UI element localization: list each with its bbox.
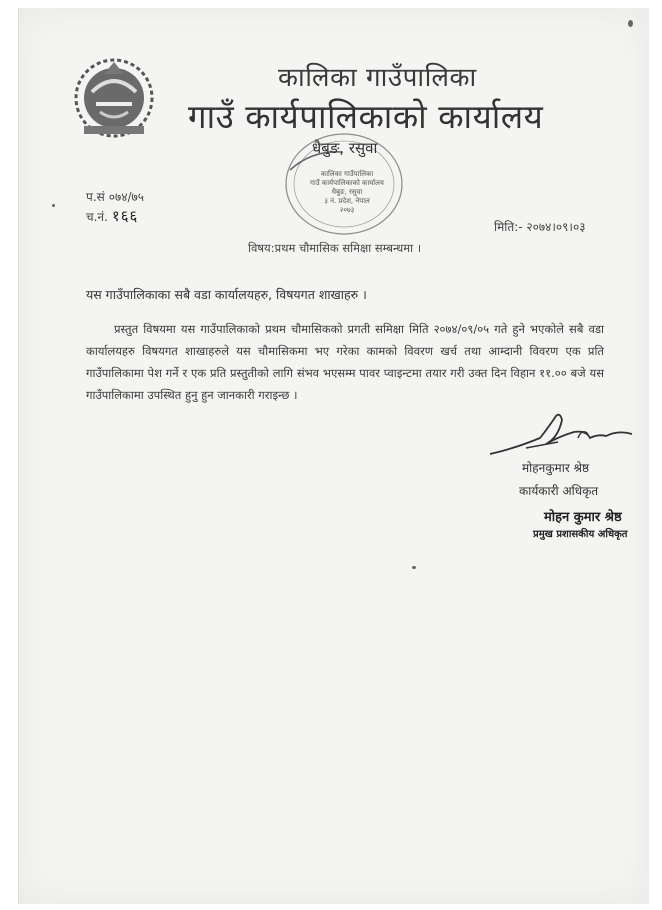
seal-place: धैबुङ, रसुवा — [312, 139, 378, 157]
letter-number — [86, 188, 144, 205]
letter-addressee: यस गाउँपालिकाका सबै वडा कार्यालयहरु, विषयगत शाखाहरु । — [86, 287, 367, 302]
signatory-title: कार्यकारी अधिकृत — [519, 484, 599, 498]
handwritten-signature-icon — [486, 408, 636, 460]
office-name: गाउँ कार्यपालिकाको कार्यालय — [188, 97, 544, 136]
seal-line: गाउँ कार्यपालिकाको कार्यालय — [310, 179, 384, 187]
letter-subject: विषय:प्रथम चौमासिक समिक्षा सम्बन्धमा । — [248, 241, 422, 255]
stamp-name: मोहन कुमार श्रेष्ठ — [544, 510, 622, 525]
dispatch-number — [86, 206, 138, 226]
letter-body: प्रस्तुत विषयमा यस गाउँपालिकाको प्रथम चौमासिकको प्रगती समिक्षा मिति २०७४/०९/०५ गते हुने भएकोले सबै वडा कार्यालयहरु विषयगत शाखाहरुले यस चौमासिकमा भए गरेका कामको विवरण खर्च तथा आम्दानी विवरण एक प्रति गाउँपालिकामा पेश गर्ने र एक प्रति प्रस्तुतीको लागि संभव भएसम्म पावर प्वाइन्टमा तयार गरी उक्त दिन विहान ११.०० बजे यस गाउँपालिकामा उपस्थित हुनु हुन जानकारी गराइन्छ । — [86, 322, 604, 402]
seal-text — [300, 170, 394, 215]
seal-line: ३ नं. प्रदेश, नेपाल — [324, 197, 370, 205]
dispatch-number-label: च.नं. — [86, 210, 108, 224]
seal-line: २०७३ — [339, 206, 355, 214]
letter-number-label: प.सं — [86, 190, 105, 204]
dispatch-number-value: १६६ — [111, 207, 139, 225]
paper-speck — [628, 20, 633, 27]
municipality-name: कालिका गाउँपालिका — [278, 63, 477, 93]
paper-speck — [412, 566, 416, 569]
signatory-name: मोहनकुमार श्रेष्ठ — [522, 461, 590, 475]
stamp-title: प्रमुख प्रशासकीय अधिकृत — [533, 529, 628, 540]
paper-speck — [52, 204, 55, 207]
seal-line: कालिका गाउँपालिका — [320, 170, 374, 178]
letter-date: मिति:- २०७४।०९।०३ — [494, 220, 586, 234]
seal-line: धैबुङ, रसुवा — [331, 188, 363, 196]
letter-number-value: ०७४/७५ — [108, 190, 144, 204]
government-emblem-icon — [70, 52, 158, 140]
